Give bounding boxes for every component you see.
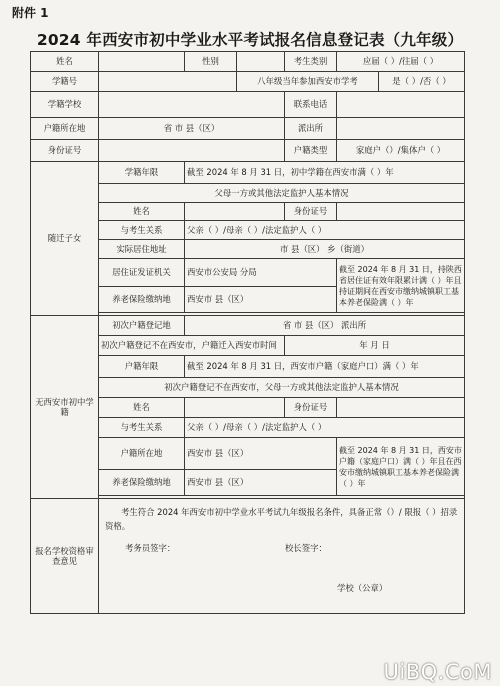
sec1-guardian-name-field[interactable] <box>185 203 285 221</box>
school-field[interactable] <box>99 92 285 118</box>
row-basic-name <box>31 52 465 72</box>
sec2-guardian-name-field[interactable] <box>185 398 285 418</box>
household-field[interactable]: 省 市 县（区） <box>99 118 285 140</box>
grade8-exam-field[interactable]: 是（ ）/否（ ） <box>379 72 465 92</box>
id-number-field[interactable] <box>99 140 285 162</box>
sec1-pension-field[interactable]: 西安市 县（区） <box>185 287 337 313</box>
sec1-permit-label: 居住证发证机关 <box>99 259 185 287</box>
staff-signature-label: 考务员签字： <box>125 543 176 553</box>
registration-form-table <box>30 51 465 614</box>
school-label: 学籍学校 <box>31 92 99 118</box>
sec2-guardian-id-label: 身份证号 <box>285 398 337 418</box>
review-signatures <box>105 543 458 557</box>
sec1-years-label: 学籍年限 <box>99 162 185 184</box>
sec2-relation-field[interactable]: 父亲（ ）/母亲（ ）/法定监护人（ ） <box>185 418 465 438</box>
sec1-relation-label: 与考生关系 <box>99 221 185 240</box>
gender-field[interactable] <box>237 52 285 72</box>
row-id <box>31 140 465 162</box>
household-label: 户籍所在地 <box>31 118 99 140</box>
household-type-field[interactable]: 家庭户（）/集体户（ ） <box>337 140 465 162</box>
sec1-row-years <box>31 162 465 184</box>
sec2-household-years-field[interactable]: 截至 2024 年 8 月 31 日，西安市户籍（家庭户口）满（ ）年 <box>185 356 465 378</box>
row-student-number <box>31 72 465 92</box>
gender-label: 性别 <box>185 52 237 72</box>
id-number-label: 身份证号 <box>31 140 99 162</box>
sec2-move-field[interactable]: 年 月 日 <box>285 336 465 356</box>
review-statement: 考生符合 2024 年西安市初中学业水平考试九年级报名条件，具备正常（）/ 限报（ ）招录资格。 <box>105 507 458 531</box>
sec2-pension-label: 养老保险缴纳地 <box>99 470 185 496</box>
sec2-registration-label: 初次户籍登记地 <box>99 316 185 336</box>
sec2-registration-field[interactable]: 省 市 县（区） 派出所 <box>185 316 465 336</box>
student-number-label: 学籍号 <box>31 72 99 92</box>
sec2-household-note: 截至 2024 年 8 月 31 日，西安市户籍（家庭户口）满（ ）年且在西安市缴纳城镇职工基本养老保险满（ ）年 <box>337 438 465 496</box>
review-label: 报名学校资格审查意见 <box>31 499 99 614</box>
sec1-guardian-id-field[interactable] <box>337 203 465 221</box>
sec2-move-label: 初次户籍登记不在西安市，户籍迁入西安市时间 <box>99 336 285 356</box>
student-number-field[interactable] <box>99 72 237 92</box>
sec1-permit-note: 截至 2024 年 8 月 31 日，持陕西省居住证有效年限累计满（ ）年且持证期间在西安市缴纳城镇职工基本养老保险满（ ）年 <box>337 259 465 313</box>
sec2-household-location-field[interactable]: 西安市 县（区） <box>185 438 337 470</box>
police-station-field[interactable] <box>337 118 465 140</box>
attachment-label: 附件 1 <box>12 6 49 20</box>
sec2-relation-label: 与考生关系 <box>99 418 185 438</box>
sec2-guardian-id-field[interactable] <box>337 398 465 418</box>
sec1-address-field[interactable]: 市 县（区） 乡（街道） <box>185 240 465 259</box>
school-seal-label: 学校（公章） <box>337 583 388 593</box>
sec2-household-location-label: 户籍所在地 <box>99 438 185 470</box>
sec1-relation-field[interactable]: 父亲（ ）/母亲（ ）/法定监护人（ ） <box>185 221 465 240</box>
sec2-guardian-name-label: 姓名 <box>99 398 185 418</box>
section-no-xian-status-label: 无西安市初中学籍 <box>31 316 99 499</box>
row-household <box>31 118 465 140</box>
sec1-years-field[interactable]: 截至 2024 年 8 月 31 日，初中学籍在西安市满（ ）年 <box>185 162 465 184</box>
police-station-label: 派出所 <box>285 118 337 140</box>
household-type-label: 户籍类型 <box>285 140 337 162</box>
sec1-permit-field[interactable]: 西安市公安局 分局 <box>185 259 337 287</box>
principal-signature-label: 校长签字： <box>285 543 327 553</box>
sec1-guardian-id-label: 身份证号 <box>285 203 337 221</box>
form-title: 2024 年西安市初中学业水平考试报名信息登记表（九年级） <box>36 31 464 49</box>
sec1-pension-label: 养老保险缴纳地 <box>99 287 185 313</box>
category-label: 考生类别 <box>285 52 337 72</box>
category-field[interactable]: 应届（ ）/往届（ ） <box>337 52 465 72</box>
sec1-guardian-name-label: 姓名 <box>99 203 185 221</box>
phone-field[interactable] <box>337 92 465 118</box>
sec2-household-years-label: 户籍年限 <box>99 356 185 378</box>
sec2-pension-field[interactable]: 西安市 县（区） <box>185 470 337 496</box>
sec1-address-label: 实际居住地址 <box>99 240 185 259</box>
phone-label: 联系电话 <box>285 92 337 118</box>
review-row <box>31 499 465 614</box>
review-cell <box>99 499 465 614</box>
sec2-row-registration <box>31 316 465 336</box>
sec1-guardian-header: 父母一方或其他法定监护人基本情况 <box>99 184 465 203</box>
watermark-logo: UiBQ.CoM <box>383 660 492 684</box>
row-school <box>31 92 465 118</box>
sec2-guardian-header: 初次户籍登记不在西安市，父母一方或其他法定监护人基本情况 <box>99 378 465 398</box>
name-field[interactable] <box>99 52 185 72</box>
name-label: 姓名 <box>31 52 99 72</box>
grade8-exam-label: 八年级当年参加西安市学考 <box>237 72 379 92</box>
section-migrant-children-label: 随迁子女 <box>31 162 99 316</box>
